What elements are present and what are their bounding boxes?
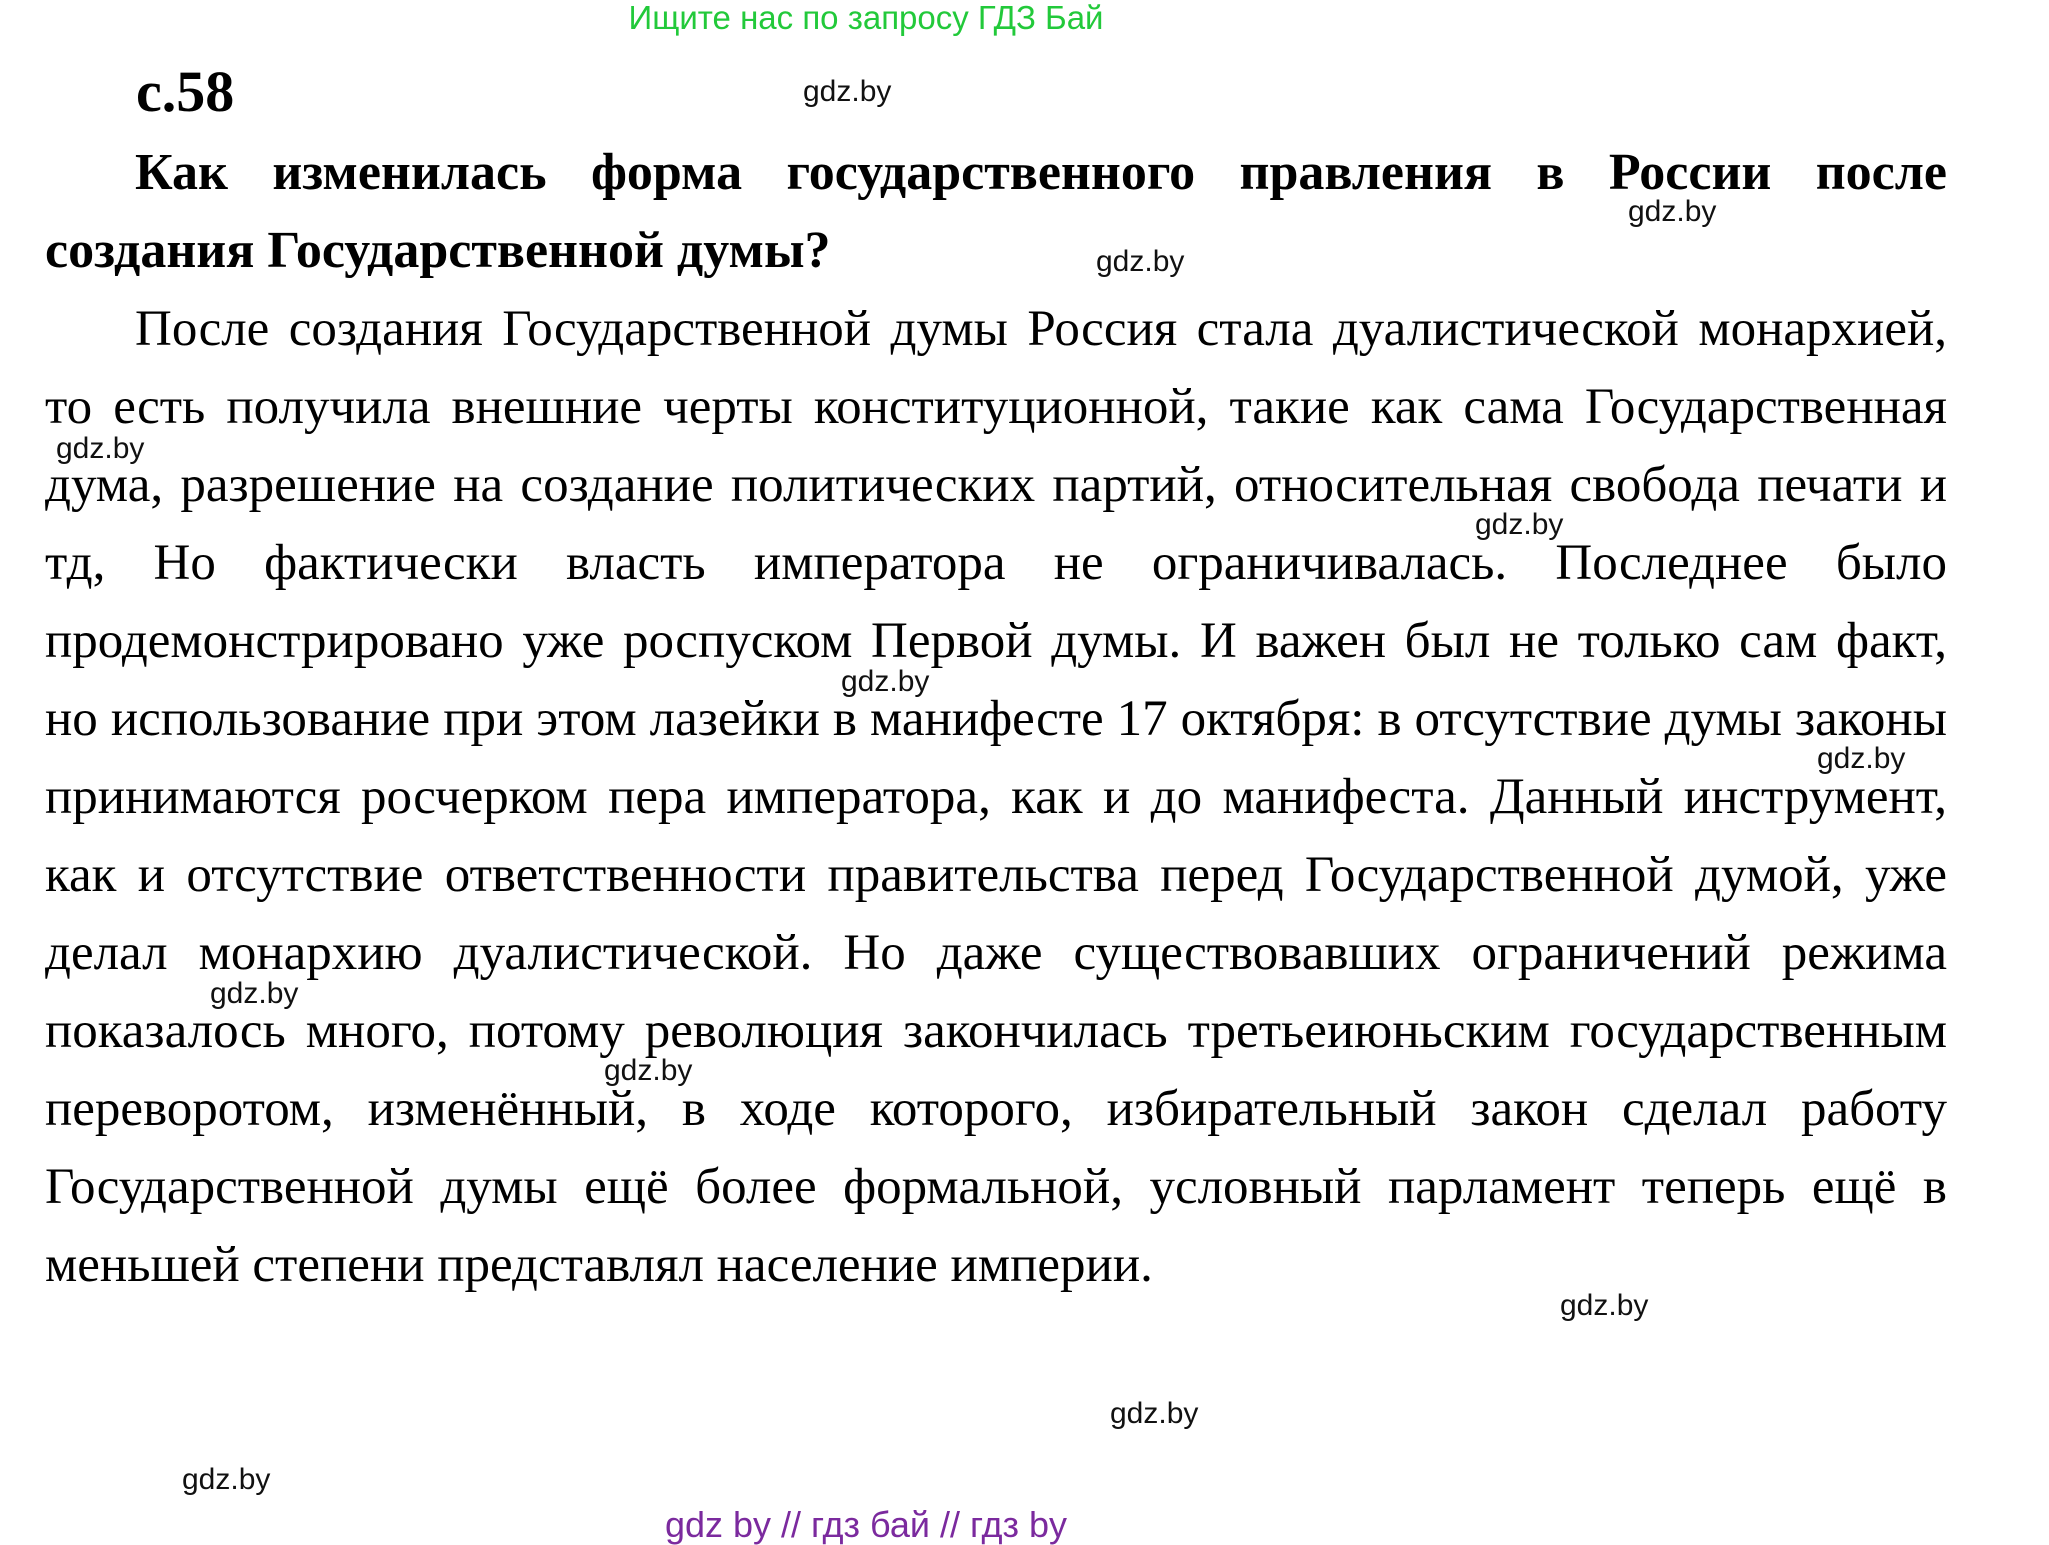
watermark: gdz.by bbox=[803, 75, 892, 108]
watermark: gdz.by bbox=[210, 977, 299, 1010]
footer-links: gdz by // гдз бай // гдз by bbox=[664, 1504, 1068, 1545]
watermark: gdz.by bbox=[841, 665, 930, 698]
watermark: gdz.by bbox=[1475, 508, 1564, 541]
watermark: gdz.by bbox=[604, 1054, 693, 1087]
watermark: gdz.by bbox=[1628, 195, 1717, 228]
watermark: gdz.by bbox=[182, 1463, 271, 1496]
search-hint-banner: Ищите нас по запросу ГДЗ Бай bbox=[628, 0, 1104, 36]
page-number: с.58 bbox=[136, 59, 235, 124]
question-heading: Как изменилась форма государственного правления в России после создания Государственной думы? bbox=[45, 144, 1947, 279]
watermark: gdz.by bbox=[1110, 1397, 1199, 1430]
watermark: gdz.by bbox=[56, 432, 145, 465]
watermark: gdz.by bbox=[1096, 245, 1185, 278]
watermark: gdz.by bbox=[1560, 1289, 1649, 1322]
answer-paragraph: После создания Государственной думы Россия стала дуалистической монархией, то есть получила внешние черты конституционной, такие как сама Государственная дума, разрешение на создание политических партий, относительная свобода печати и тд, Но фактически власть императора не ограничивалась. Последнее было продемонстрировано уже роспуском Первой думы. И важен был не только сам факт, но использование при этом лазейки в манифесте 17 октября: в отсутствие думы законы принимаются росчерком пера императора, как и до манифеста. Данный инструмент, как и отсутствие ответственности правительства перед Государственной думой, уже делал монархию дуалистической. Но даже существовавших ограничений режима показалось много, потому революция закончилась третьеиюньским государственным переворотом, изменённый, в ходе которого, избирательный закон сделал работу Государственной думы ещё более формальной, условный парламент теперь ещё в меньшей степени представлял население империи. bbox=[45, 301, 1947, 1293]
watermark: gdz.by bbox=[1817, 742, 1906, 775]
